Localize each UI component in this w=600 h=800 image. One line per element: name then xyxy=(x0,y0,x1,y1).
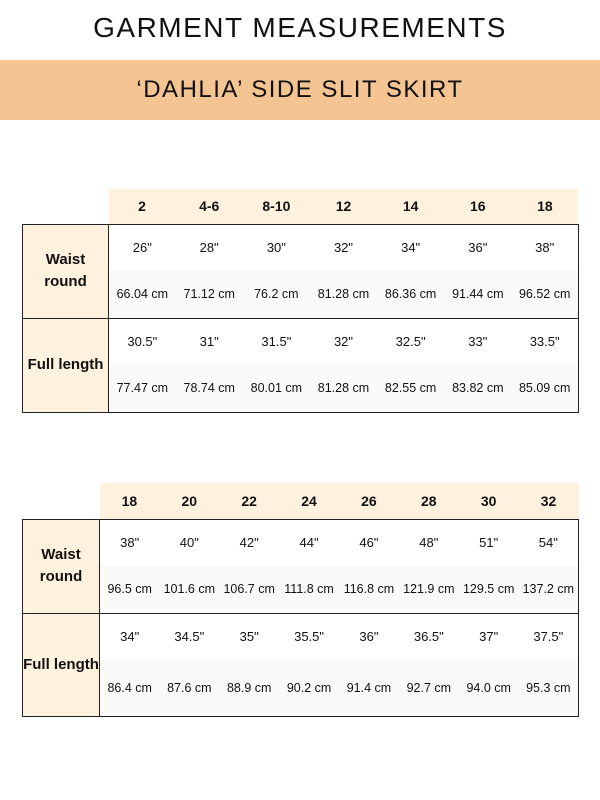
size-header: 18 xyxy=(100,483,160,519)
cm-value: 83.82 cm xyxy=(444,364,511,412)
inch-value: 32.5" xyxy=(377,318,444,364)
size-header: 28 xyxy=(399,483,459,519)
cm-value: 92.7 cm xyxy=(399,660,459,716)
cm-value: 88.9 cm xyxy=(219,660,279,716)
cm-value: 94.0 cm xyxy=(459,660,519,716)
inch-value: 33.5" xyxy=(511,318,578,364)
inch-value: 35.5" xyxy=(279,613,339,660)
size-header: 26 xyxy=(339,483,399,519)
cm-value: 77.47 cm xyxy=(109,364,176,412)
inch-value: 34" xyxy=(377,224,444,270)
cm-value: 91.44 cm xyxy=(444,270,511,318)
inch-value: 38" xyxy=(100,519,160,566)
inch-value: 34.5" xyxy=(159,613,219,660)
cm-value: 91.4 cm xyxy=(339,660,399,716)
cm-value: 86.36 cm xyxy=(377,270,444,318)
inch-value: 48" xyxy=(399,519,459,566)
inch-value: 34" xyxy=(100,613,160,660)
inch-value: 44" xyxy=(279,519,339,566)
inch-value: 46" xyxy=(339,519,399,566)
size-header: 16 xyxy=(444,189,511,224)
cm-value: 96.5 cm xyxy=(100,566,160,613)
inch-value: 28" xyxy=(176,224,243,270)
cm-value: 111.8 cm xyxy=(279,566,339,613)
inch-value: 30.5" xyxy=(109,318,176,364)
cm-value: 81.28 cm xyxy=(310,364,377,412)
size-header: 30 xyxy=(459,483,519,519)
inch-value: 51" xyxy=(459,519,519,566)
cm-value: 106.7 cm xyxy=(219,566,279,613)
size-header: 22 xyxy=(219,483,279,519)
size-header: 8-10 xyxy=(243,189,310,224)
cm-value: 85.09 cm xyxy=(511,364,578,412)
inch-value: 37.5" xyxy=(519,613,579,660)
inch-value: 26" xyxy=(109,224,176,270)
header-blank xyxy=(23,189,109,224)
cm-value: 87.6 cm xyxy=(159,660,219,716)
size-header: 4-6 xyxy=(176,189,243,224)
inch-value: 32" xyxy=(310,318,377,364)
size-header: 14 xyxy=(377,189,444,224)
header-blank xyxy=(23,483,100,519)
row-label: Full length xyxy=(23,613,100,716)
measurement-table-2 xyxy=(22,483,579,717)
cm-value: 66.04 cm xyxy=(109,270,176,318)
cm-value: 121.9 cm xyxy=(399,566,459,613)
cm-value: 76.2 cm xyxy=(243,270,310,318)
cm-value: 90.2 cm xyxy=(279,660,339,716)
row-label: Waist round xyxy=(23,224,109,318)
inch-value: 31" xyxy=(176,318,243,364)
inch-value: 36" xyxy=(444,224,511,270)
size-header: 12 xyxy=(310,189,377,224)
size-header: 24 xyxy=(279,483,339,519)
inch-value: 38" xyxy=(511,224,578,270)
cm-value: 81.28 cm xyxy=(310,270,377,318)
cm-value: 129.5 cm xyxy=(459,566,519,613)
page-title: GARMENT MEASUREMENTS xyxy=(93,12,507,43)
cm-value: 101.6 cm xyxy=(159,566,219,613)
size-header: 2 xyxy=(109,189,176,224)
inch-value: 32" xyxy=(310,224,377,270)
inch-value: 40" xyxy=(159,519,219,566)
size-header: 20 xyxy=(159,483,219,519)
cm-value: 71.12 cm xyxy=(176,270,243,318)
row-label: Waist round xyxy=(23,519,100,613)
cm-value: 78.74 cm xyxy=(176,364,243,412)
size-header: 18 xyxy=(511,189,578,224)
size-header: 32 xyxy=(519,483,579,519)
inch-value: 30" xyxy=(243,224,310,270)
measurement-table-1 xyxy=(22,189,579,413)
row-label: Full length xyxy=(23,318,109,412)
cm-value: 95.3 cm xyxy=(519,660,579,716)
cm-value: 116.8 cm xyxy=(339,566,399,613)
inch-value: 37" xyxy=(459,613,519,660)
cm-value: 96.52 cm xyxy=(511,270,578,318)
product-name: ‘DAHLIA’ SIDE SLIT SKIRT xyxy=(136,76,464,103)
product-banner xyxy=(0,60,600,120)
cm-value: 82.55 cm xyxy=(377,364,444,412)
cm-value: 137.2 cm xyxy=(519,566,579,613)
inch-value: 54" xyxy=(519,519,579,566)
inch-value: 31.5" xyxy=(243,318,310,364)
inch-value: 42" xyxy=(219,519,279,566)
inch-value: 33" xyxy=(444,318,511,364)
cm-value: 80.01 cm xyxy=(243,364,310,412)
inch-value: 36" xyxy=(339,613,399,660)
cm-value: 86.4 cm xyxy=(100,660,160,716)
inch-value: 36.5" xyxy=(399,613,459,660)
inch-value: 35" xyxy=(219,613,279,660)
